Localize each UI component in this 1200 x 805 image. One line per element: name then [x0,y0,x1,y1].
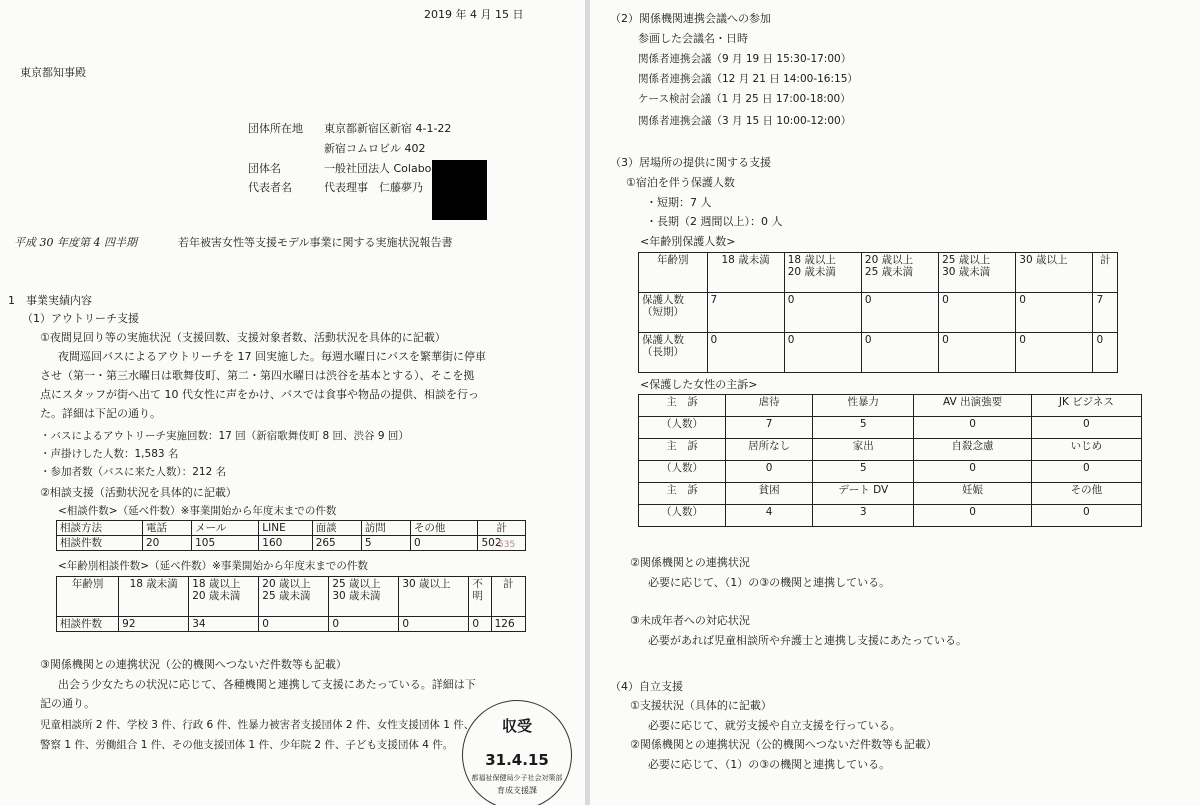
table-cell: 18 歳未満 [707,253,784,293]
table-cell: 不 明 [469,577,491,617]
redaction-block [432,160,487,220]
table-cell: 0 [1093,333,1118,373]
consult-table-caption: <相談件数>（延べ件数）※事業開始から年度末までの件数 [58,505,337,517]
minors-text: 必要があれば児童相談所や弁護士と連携し支援にあたっている。 [648,634,967,647]
para1-line4: た。詳細は下記の通り。 [40,407,161,420]
received-stamp [462,700,572,805]
stamp-label: 収受 [501,717,532,735]
short-term-count: ・短期：7 人 [646,196,712,209]
table-cell: 0 [784,333,861,373]
table-cell: 居所なし [726,439,813,461]
table-row [639,439,1142,461]
table-cell: 家出 [813,439,914,461]
protection-table-caption: <年齢別保護人数> [640,235,736,248]
meeting-item: 関係者連携会議（12 月 21 日 14:00-16:15） [638,73,858,85]
support-status-text: 必要に応じて、就労支援や自立支援を行っている。 [648,719,901,732]
bullet-participants: ・参加者数（バスに来た人数）：212 名 [40,466,227,478]
document-page-left [0,0,585,805]
para2-line2: 記の通り。 [40,697,95,710]
table-cell: 20 歳以上 25 歳未満 [861,253,938,293]
org-address-label: 団体所在地 [248,122,303,135]
table-cell: 相談件数 [57,617,119,632]
table-cell: 30 歳以上 [1016,253,1093,293]
complaint-table-caption: <保護した女性の主訴> [640,378,758,391]
table-cell: （人数） [639,461,726,483]
para2-line4: 警察 1 件、労働組合 1 件、その他支援団体 1 件、少年院 2 件、子ども支援団体 4 件。 [40,739,454,751]
table-cell: 0 [259,617,329,632]
org-address-line1: 東京都新宿区新宿 4-1-22 [324,122,452,135]
table-cell: 7 [1093,293,1118,333]
table-cell: 0 [1031,505,1141,527]
table-cell: 主 訴 [639,395,726,417]
table-cell: 0 [914,505,1031,527]
meeting-item: ケース検討会議（1 月 25 日 17:00-18:00） [638,93,851,105]
org-address-line2: 新宿コムロビル 402 [324,142,426,155]
table-cell: 5 [813,417,914,439]
table-cell: 貧困 [726,483,813,505]
addressee: 東京都知事殿 [20,66,86,79]
table-cell: 4 [726,505,813,527]
consultation-heading: ②相談支援（活動状況を具体的に記載） [40,486,237,499]
rep-name: 代表理事 仁藤夢乃 [324,181,423,194]
table-cell: その他 [410,521,478,536]
table-row [639,461,1142,483]
table-cell: 0 [914,461,1031,483]
table-cell: 保護人数 （短期） [639,293,708,333]
independence-link-heading: ②関係機関との連携状況（公的機関へつないだ件数等も記載） [630,738,937,751]
shelter-link-heading: ②関係機関との連携状況 [630,556,750,569]
table-cell: 計 [491,577,525,617]
shelter-heading: （3）居場所の提供に関する支援 [610,156,771,169]
independence-link-text: 必要に応じて、（1）の③の機関と連携している。 [648,758,891,771]
table-cell: 面談 [312,521,361,536]
table-cell: 0 [410,536,478,551]
table-cell: LINE [259,521,312,536]
outreach-heading: （1）アウトリーチ支援 [22,312,139,325]
table-cell: 92 [119,617,189,632]
minors-heading: ③未成年者への対応状況 [630,614,750,627]
table-cell: 7 [726,417,813,439]
table-cell: （人数） [639,505,726,527]
table-cell: 自殺念慮 [914,439,1031,461]
rep-label: 代表者名 [248,181,292,194]
table-cell: 主 訴 [639,483,726,505]
para1-line3: 点にスタッフが街へ出て 10 代女性に声をかけ、バスでは食事や物品の提供、相談を行っ [40,388,479,401]
table-cell: 0 [329,617,399,632]
table-row [639,333,1118,373]
table-row [57,577,526,617]
table-cell: 502 [478,536,526,551]
table-cell: 25 歳以上 30 歳未満 [329,577,399,617]
agency-link-heading: ③関係機関との連携状況（公的機関へつないだ件数等も記載） [40,658,347,671]
table-cell: 105 [192,536,259,551]
table-cell: いじめ [1031,439,1141,461]
table-row [639,483,1142,505]
table-cell: 18 歳未満 [119,577,189,617]
document-page-right [590,0,1200,805]
meetings-heading: （2）関係機関連携会議への参加 [610,12,771,25]
table-cell: 計 [478,521,526,536]
table-cell: 3 [813,505,914,527]
table-cell: 0 [1031,417,1141,439]
table-cell: 20 歳以上 25 歳未満 [259,577,329,617]
table-cell: 0 [1016,293,1093,333]
table-cell: 18 歳以上 20 歳未満 [189,577,259,617]
meeting-item: 関係者連携会議（9 月 19 日 15:30-17:00） [638,53,852,65]
report-title-handwritten: 平成 30 年度第 4 四半期 [14,236,137,249]
para1-line1: 夜間巡回バスによるアウトリーチを 17 回実施した。毎週水曜日にバスを繁華街に停車 [58,350,486,363]
table-cell: JK ビジネス [1031,395,1141,417]
org-name-label: 団体名 [248,162,281,175]
table-cell: （人数） [639,417,726,439]
table-cell: 34 [189,617,259,632]
support-status-heading: ①支援状況（具体的に記載） [630,699,772,712]
table-cell: 0 [399,617,469,632]
age-consult-table [56,576,526,632]
protection-table [638,252,1118,373]
meetings-subheading: 参画した会議名・日時 [638,32,748,45]
table-cell: 5 [361,536,410,551]
table-row [639,417,1142,439]
table-cell: デート DV [813,483,914,505]
table-row [57,617,526,632]
table-cell: 0 [1031,461,1141,483]
overnight-heading: ①宿泊を伴う保護人数 [626,176,735,189]
shelter-link-text: 必要に応じて、（1）の③の機関と連携している。 [648,576,891,589]
para1-line2: させ（第一・第三水曜日は歌舞伎町、第二・第四水曜日は渋谷を基本とする）、そこを拠 [40,369,475,382]
table-cell: 虐待 [726,395,813,417]
table-cell: AV 出演強要 [914,395,1031,417]
meeting-item: 関係者連携会議（3 月 15 日 10:00-12:00） [638,115,852,127]
table-cell: 160 [259,536,312,551]
stamp-dept: 都福祉保健局少子社会対策部 [471,774,563,782]
table-row [639,505,1142,527]
table-cell: 0 [1016,333,1093,373]
table-cell: 0 [939,333,1016,373]
table-cell: 0 [469,617,491,632]
bullet-contacts: ・声掛けした人数：1,583 名 [40,448,179,460]
section-1-heading: 1 事業実績内容 [8,294,92,307]
table-cell: 25 歳以上 30 歳未満 [939,253,1016,293]
table-cell: 主 訴 [639,439,726,461]
table-cell: 18 歳以上 20 歳未満 [784,253,861,293]
table-cell: 計 [1093,253,1118,293]
stamp-section: 育成支援課 [497,786,537,795]
table-cell: 保護人数 （長期） [639,333,708,373]
table-cell: 0 [914,417,1031,439]
bullet-bus-count: ・バスによるアウトリーチ実施回数：17 回（新宿歌舞伎町 8 回、渋谷 9 回） [40,430,409,442]
stamp-date: 31.4.15 [485,751,549,769]
report-title: 若年被害女性等支援モデル事業に関する実施状況報告書 [178,236,453,249]
table-cell: 年齢別 [57,577,119,617]
table-cell: 電話 [142,521,191,536]
table-cell: 30 歳以上 [399,577,469,617]
table-cell: 0 [784,293,861,333]
table-row [57,536,526,551]
independence-heading: （4）自立支援 [610,680,683,693]
table-cell: 年齢別 [639,253,708,293]
table-row [639,293,1118,333]
handwritten-note: 535 [498,540,516,550]
table-cell: 性暴力 [813,395,914,417]
table-row [639,395,1142,417]
table-cell: メール [192,521,259,536]
table-cell: 0 [861,293,938,333]
table-cell: 5 [813,461,914,483]
long-term-count: ・長期（2 週間以上）：0 人 [646,215,783,228]
complaint-table [638,394,1142,527]
table-cell: 7 [707,293,784,333]
table-cell: その他 [1031,483,1141,505]
table-cell: 0 [939,293,1016,333]
table-cell: 265 [312,536,361,551]
table-cell: 0 [707,333,784,373]
table-cell: 20 [142,536,191,551]
age-table-caption: <年齢別相談件数>（延べ件数）※事業開始から年度末までの件数 [58,560,368,572]
para2-line1: 出会う少女たちの状況に応じて、各種機関と連携して支援にあたっている。詳細は下 [58,678,476,691]
table-cell: 訪問 [361,521,410,536]
report-date: 2019 年 4 月 15 日 [424,8,524,21]
consult-table [56,520,526,551]
table-cell: 0 [726,461,813,483]
org-name: 一般社団法人 Colabo [324,162,432,175]
para2-line3: 児童相談所 2 件、学校 3 件、行政 6 件、性暴力被害者支援団体 2 件、女性支援団体 1 件、 [40,719,475,731]
table-cell: 0 [861,333,938,373]
table-cell: 126 [491,617,525,632]
table-row [57,521,526,536]
table-cell: 相談件数 [57,536,143,551]
table-cell: 妊娠 [914,483,1031,505]
table-row [639,253,1118,293]
night-patrol-heading: ①夜間見回り等の実施状況（支援回数、支援対象者数、活動状況を具体的に記載） [40,331,446,344]
table-cell: 相談方法 [57,521,143,536]
